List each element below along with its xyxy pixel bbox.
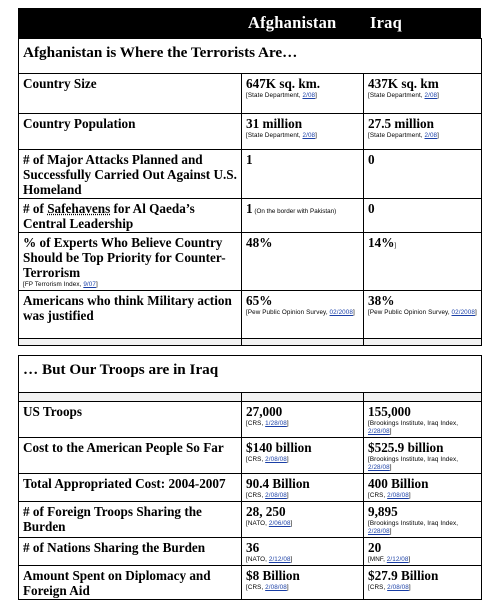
source-citation: [NATO, 2/06/08] <box>246 520 293 527</box>
table-row <box>19 474 482 502</box>
table-row <box>19 438 482 474</box>
source-citation: [CRS, 2/08/08] <box>246 456 289 463</box>
table-row <box>19 566 482 600</box>
source-citation: [Pew Public Opinion Survey, 02/2008] <box>246 309 355 316</box>
afghanistan-cell <box>242 114 364 150</box>
iraq-cell: 0 <box>364 150 482 199</box>
iraq-cell: 400 Billion [CRS, 2/08/08] <box>364 474 482 502</box>
source-link[interactable]: 9/07 <box>83 281 96 288</box>
afghanistan-cell: 28, 250 [NATO, 2/06/08] <box>242 502 364 538</box>
afghanistan-table <box>18 38 482 346</box>
source-citation: [State Department, 2/08] <box>246 132 318 139</box>
source-link[interactable]: 2/08 <box>424 132 438 139</box>
cell-value: 437K sq. km <box>368 76 439 91</box>
afghanistan-cell: 90.4 Billion [CRS, 2/08/08] <box>242 474 364 502</box>
source-link[interactable]: 2/12/08 <box>268 556 291 563</box>
row-label: # of Nations Sharing the Burden <box>19 538 242 566</box>
row-label: # of Foreign Troops Sharing the Burden <box>19 502 242 538</box>
table-row <box>19 150 482 199</box>
row-label: US Troops <box>19 402 242 438</box>
cell-note: (On the border with Pakistan) <box>252 208 337 215</box>
source-link[interactable]: 2/08/08 <box>387 584 409 591</box>
source-citation: [Brookings Institute, Iraq Index, 2/28/08] <box>368 420 459 435</box>
iraq-cell: 14%] <box>364 233 482 291</box>
iraq-cell: $525.9 billion [Brookings Institute, Iraq Index, 2/28/08] <box>364 438 482 474</box>
cell-value: 27.5 million <box>368 116 434 131</box>
cell-value: 65% <box>246 293 273 308</box>
afghanistan-cell: 1 (On the border with Pakistan) <box>242 199 364 233</box>
iraq-cell <box>364 114 482 150</box>
source-citation: [CRS, 2/08/08] <box>246 584 289 591</box>
source-link[interactable]: 2/08/08 <box>265 456 287 463</box>
section-title-afghanistan: Afghanistan is Where the Terrorists Are… <box>19 39 482 74</box>
source-link[interactable]: 1/28/08 <box>265 420 287 427</box>
source-link[interactable]: 2/08 <box>302 132 316 139</box>
cell-value: 31 million <box>246 116 303 131</box>
source-citation: [State Department, 2/08] <box>246 92 318 99</box>
table-row <box>19 199 482 233</box>
source-citation: [CRS, 2/08/08] <box>246 492 289 499</box>
source-link[interactable]: 2/08 <box>302 92 316 99</box>
source-citation: [CRS, 2/08/08] <box>368 492 411 499</box>
iraq-cell <box>364 291 482 339</box>
table-row <box>19 233 482 291</box>
table-row <box>19 538 482 566</box>
afghanistan-cell <box>242 291 364 339</box>
source-link[interactable]: 2/08/08 <box>265 492 287 499</box>
iraq-cell: 20 [MNF, 2/12/08] <box>364 538 482 566</box>
source-citation: [Pew Public Opinion Survey, 02/2008] <box>368 309 477 316</box>
source-citation: [FP Terrorism Index, 9/07] <box>23 281 98 288</box>
table-spacer <box>19 339 242 346</box>
source-link[interactable]: 2/08/08 <box>387 492 409 499</box>
source-citation: [Brookings Institute, Iraq Index, 2/28/08] <box>368 520 459 535</box>
afghanistan-cell: 36 [NATO, 2/12/08] <box>242 538 364 566</box>
iraq-table <box>18 355 482 600</box>
source-citation: [MNF, 2/12/08] <box>368 556 411 563</box>
source-citation: [Brookings Institute, Iraq Index, 2/28/08] <box>368 456 459 471</box>
iraq-cell: $27.9 Billion [CRS, 2/08/08] <box>364 566 482 600</box>
source-link[interactable]: 02/2008 <box>329 309 353 316</box>
source-citation: [State Department, 2/08] <box>368 92 440 99</box>
row-label: Country Size <box>19 74 242 114</box>
source-link[interactable]: 2/08/08 <box>265 584 287 591</box>
source-citation: [CRS, 1/28/08] <box>246 420 289 427</box>
row-label: Amount Spent on Diplomacy and Foreign Aid <box>19 566 242 600</box>
source-link[interactable]: 2/12/08 <box>386 556 409 563</box>
source-link[interactable]: 2/28/08 <box>368 528 390 535</box>
table-row <box>19 291 482 339</box>
table-spacer <box>19 393 242 402</box>
source-link[interactable]: 2/06/08 <box>268 520 291 527</box>
row-label: Cost to the American People So Far <box>19 438 242 474</box>
iraq-cell: 9,895 [Brookings Institute, Iraq Index, 2/28/08] <box>364 502 482 538</box>
source-citation: [State Department, 2/08] <box>368 132 440 139</box>
row-label: Total Appropriated Cost: 2004-2007 <box>19 474 242 502</box>
section-title-iraq: … But Our Troops are in Iraq <box>19 356 482 393</box>
source-link[interactable]: 2/28/08 <box>368 428 390 435</box>
cell-value: 38% <box>368 293 395 308</box>
column-header-bar <box>18 8 481 38</box>
iraq-cell <box>364 74 482 114</box>
afghanistan-cell: $140 billion [CRS, 2/08/08] <box>242 438 364 474</box>
source-citation: [CRS, 2/08/08] <box>368 584 411 591</box>
cell-value: 647K sq. km. <box>246 76 321 91</box>
column-header-afghanistan: Afghanistan <box>248 13 337 32</box>
source-link[interactable]: 02/2008 <box>451 309 475 316</box>
table-row <box>19 402 482 438</box>
afghanistan-cell: 48% <box>242 233 364 291</box>
row-label: Country Population <box>19 114 242 150</box>
iraq-cell: 155,000 [Brookings Institute, Iraq Index, 2/28/08] <box>364 402 482 438</box>
afghanistan-cell: 27,000 [CRS, 1/28/08] <box>242 402 364 438</box>
table-row <box>19 114 482 150</box>
afghanistan-cell: $8 Billion [CRS, 2/08/08] <box>242 566 364 600</box>
iraq-cell: 0 <box>364 199 482 233</box>
row-label: # of Major Attacks Planned and Successfully Carried Out Against U.S. Homeland <box>19 150 242 199</box>
row-label: % of Experts Who Believe Country Should be Top Priority for Counter-Terrorism [FP Terrorism Index, 9/07] <box>19 233 242 291</box>
afghanistan-cell <box>242 74 364 114</box>
row-label: Americans who think Military action was justified <box>19 291 242 339</box>
column-header-iraq: Iraq <box>370 13 402 32</box>
source-link[interactable]: 2/28/08 <box>368 464 390 471</box>
row-label: # of Safehavens for Al Qaeda’s Central Leadership <box>19 199 242 233</box>
table-row <box>19 74 482 114</box>
table-row <box>19 502 482 538</box>
source-citation: [NATO, 2/12/08] <box>246 556 293 563</box>
source-link[interactable]: 2/08 <box>424 92 438 99</box>
afghanistan-cell: 1 <box>242 150 364 199</box>
